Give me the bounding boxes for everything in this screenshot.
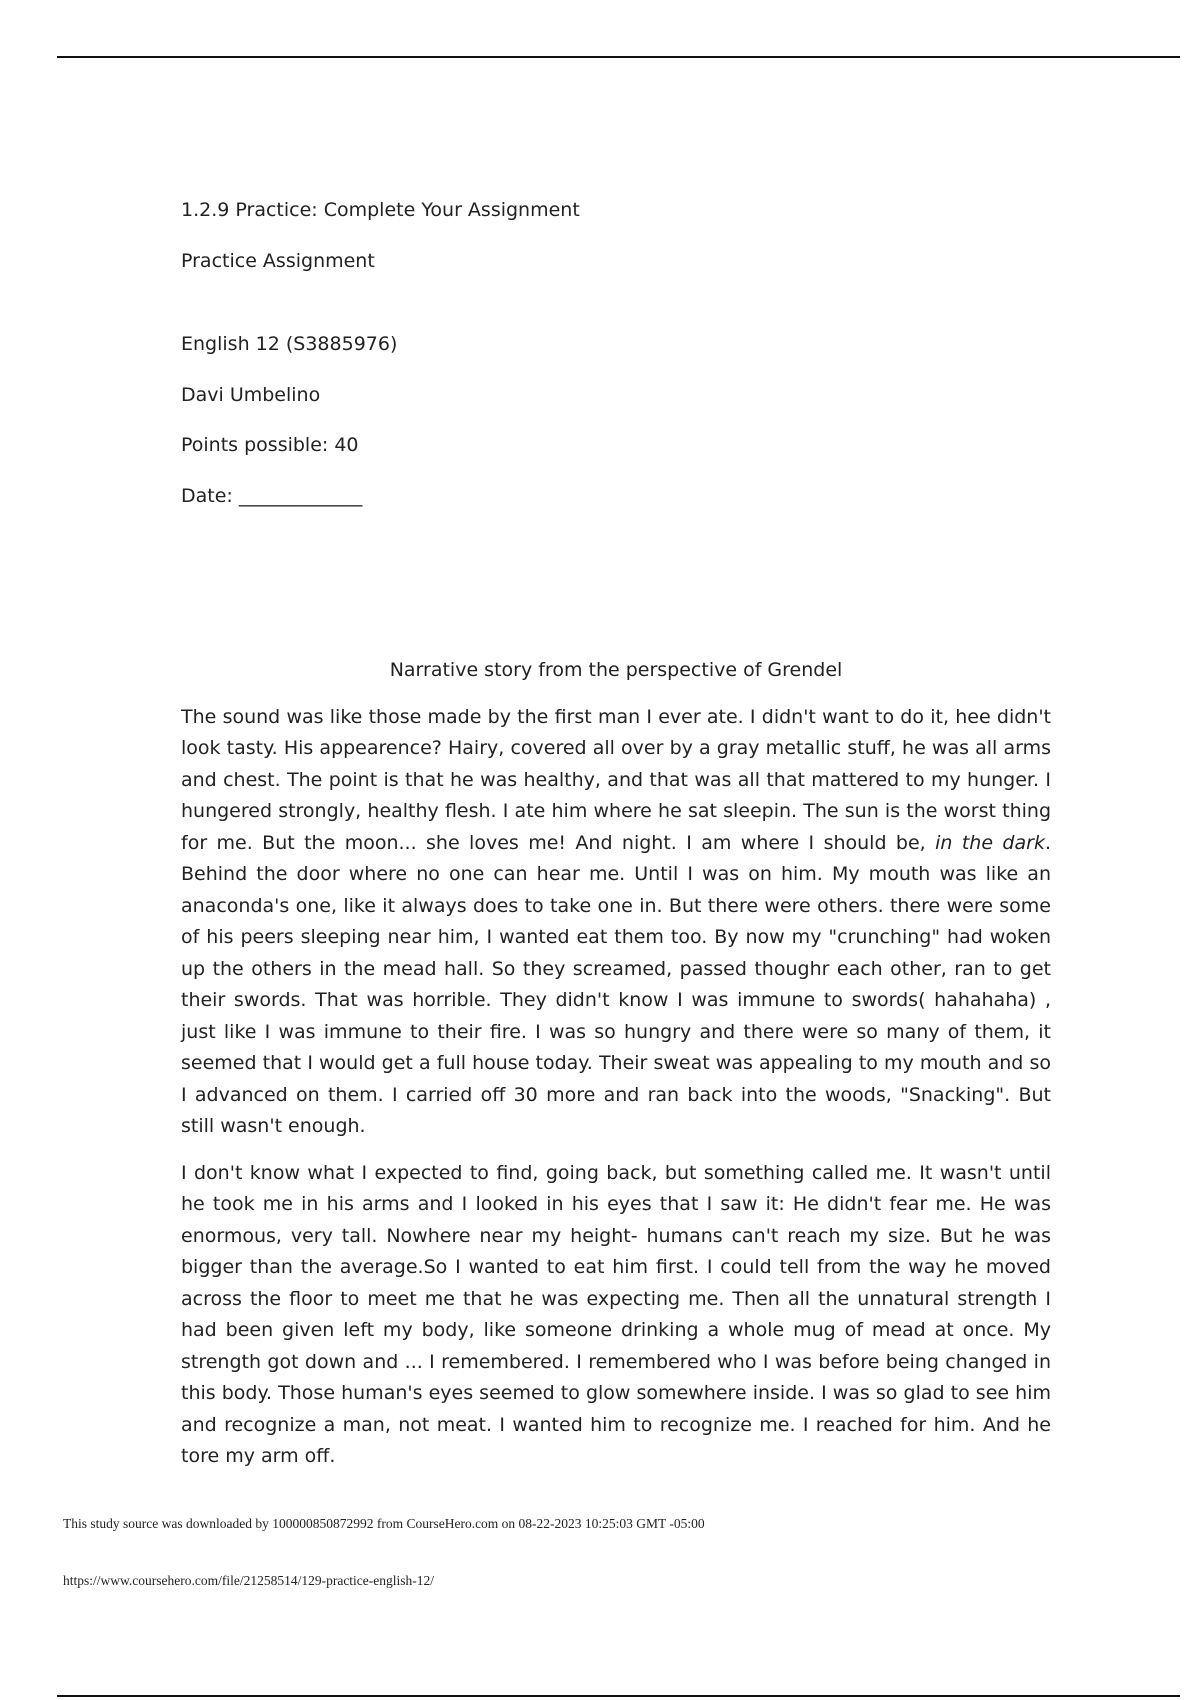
assignment-header bbox=[181, 195, 1051, 512]
student-name: Davi Umbelino bbox=[181, 383, 321, 406]
story-title: Narrative story from the perspective of Grendel bbox=[389, 659, 843, 681]
source-url[interactable]: https://www.coursehero.com/file/21258514/129-practice-english-12/ bbox=[63, 1573, 435, 1588]
bottom-rule bbox=[57, 1695, 1180, 1697]
points-possible: Points possible: 40 bbox=[181, 434, 359, 456]
paragraph-1-emphasis: in the dark bbox=[935, 831, 1045, 854]
story-section bbox=[181, 655, 1051, 1488]
paragraph-1-text-a: The sound was like those made by the first man I ever ate. I didn't want to do it, hee didn't look tasty. His appearence? Hairy, covered all over by a gray metallic stuff, he was all arms and chest. The point is that he was healthy, and that was all that mattered to my hunger. I hungered strongly, healthy flesh. I ate him where he sat sleepin. The sun is the worst thing for me. But the moon... she loves me! And night. I am where I should be, bbox=[181, 705, 1051, 854]
course-name: English 12 (S3885976) bbox=[181, 333, 398, 355]
story-paragraph-1 bbox=[181, 702, 1051, 1143]
assignment-title: 1.2.9 Practice: Complete Your Assignment bbox=[181, 199, 580, 221]
top-rule bbox=[57, 56, 1180, 58]
download-note: This study source was downloaded by 100000850872992 from CourseHero.com on 08-22-2023 10:25:03 GMT -05:00 bbox=[63, 1516, 705, 1531]
story-paragraph-2: I don't know what I expected to find, going back, but something called me. It wasn't until he took me in his arms and I looked in his eyes that I saw it: He didn't fear me. He was enormous, very tall. Nowhere near my height- humans can't reach my size. But he was bigger than the average.So I wanted to eat him first. I could tell from the way he moved across the floor to meet me that he was expecting me. Then all the unnatural strength I had been given left my body, like someone drinking a whole mug of mead at once. My strength got down and ... I remembered. I remembered who I was before being changed in this body. Those human's eyes seemed to glow somewhere inside. I was so glad to see him and recognize a man, not meat. I wanted him to recognize me. I reached for him. And he tore my arm off. bbox=[181, 1161, 1051, 1467]
date-field: Date: _____________ bbox=[181, 484, 363, 507]
paragraph-1-text-b: . Behind the door where no one can hear me. Until I was on him. My mouth was like an anaconda's one, like it always does to take one in. But there were others. there were some of his peers sleeping near him, I wanted eat them too. By now my "crunching" had woken up the others in the mead hall. So they screamed, passed thoughr each other, ran to get their swords. That was horrible. They didn't know I was immune to swords( hahahaha) , just like I was immune to their fire. I was so hungry and there were so many of them, it seemed that I would get a full house today. Their sweat was appealing to my mouth and so I advanced on them. I carried off 30 more and ran back into the woods, "Snacking". But still wasn't enough. bbox=[181, 831, 1052, 1137]
header-spacer bbox=[181, 277, 1051, 329]
assignment-type: Practice Assignment bbox=[181, 249, 375, 272]
